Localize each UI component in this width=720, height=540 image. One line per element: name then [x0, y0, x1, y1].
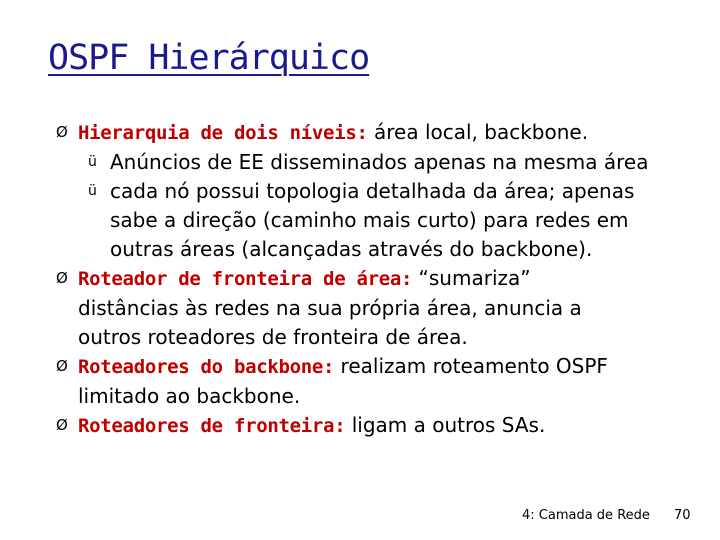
- subbullet-text: Anúncios de EE disseminados apenas na mesma área: [110, 150, 649, 174]
- arrow-bullet-icon: Ø: [56, 269, 68, 287]
- bullet-item: [56, 352, 706, 382]
- page-title: OSPF Hierárquico: [48, 38, 370, 78]
- checkmark-bullet-icon: ü: [88, 183, 97, 199]
- bullet-item: [56, 411, 706, 441]
- bullet-item: [56, 264, 706, 294]
- footer-chapter-label: 4: Camada de Rede: [522, 508, 650, 523]
- subbullet-text: cada nó possui topologia detalhada da área; apenas: [110, 179, 635, 203]
- bullet-highlight: Roteador de fronteira de área:: [78, 268, 413, 290]
- bullet-item: [56, 118, 706, 148]
- bullet-highlight: Hierarquia de dois níveis:: [78, 122, 368, 144]
- arrow-bullet-icon: Ø: [56, 357, 68, 375]
- checkmark-bullet-icon: ü: [88, 154, 97, 170]
- bullet-text: ligam a outros SAs.: [345, 413, 546, 437]
- bullet-highlight: Roteadores de fronteira:: [78, 415, 346, 437]
- arrow-bullet-icon: Ø: [56, 416, 68, 434]
- bullet-highlight: Roteadores do backbone:: [78, 356, 335, 378]
- arrow-bullet-icon: Ø: [56, 123, 68, 141]
- footer-page-number: 70: [674, 508, 691, 523]
- subbullet-item: [56, 177, 706, 206]
- bullet-text: área local, backbone.: [367, 120, 589, 144]
- bullet-text-continuation: distâncias às redes na sua própria área, anuncia a: [78, 296, 582, 320]
- slide-content: [56, 118, 706, 441]
- bullet-text: realizam roteamento OSPF: [334, 354, 608, 378]
- subbullet-text-continuation: outras áreas (alcançadas através do backbone).: [110, 237, 593, 261]
- subbullet-text-continuation: sabe a direção (caminho mais curto) para redes em: [110, 208, 629, 232]
- bullet-text-continuation: limitado ao backbone.: [78, 384, 301, 408]
- bullet-text: “sumariza”: [412, 266, 531, 290]
- bullet-text-continuation: outros roteadores de fronteira de área.: [78, 325, 468, 349]
- subbullet-item: [56, 148, 706, 177]
